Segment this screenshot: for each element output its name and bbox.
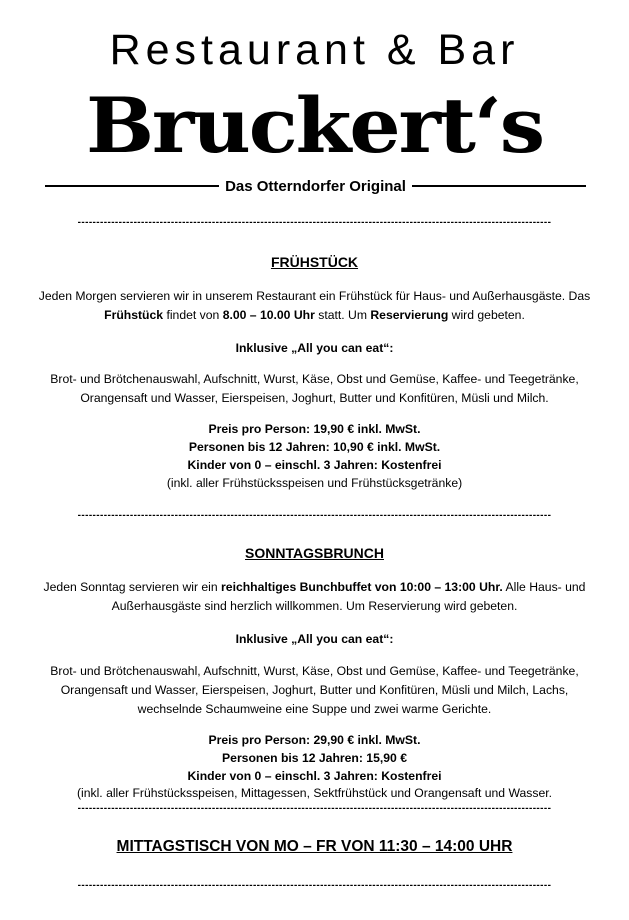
brunch-price-adult: Preis pro Person: 29,90 € inkl. MwSt. bbox=[208, 733, 421, 747]
intro-text: wird gebeten. bbox=[448, 308, 525, 322]
intro-text: findet von bbox=[163, 308, 223, 322]
tagline-left-rule bbox=[45, 185, 219, 187]
fruehstueck-intro-line2 bbox=[0, 306, 629, 326]
fruehstueck-items-line2: Orangensaft und Wasser, Eierspeisen, Joghurt, Butter und Konfitüren, Müsli und Milch. bbox=[80, 391, 549, 405]
fruehstueck-inclusive: Inklusive „All you can eat“: bbox=[235, 341, 394, 355]
tagline: Das Otterndorfer Original bbox=[225, 177, 406, 195]
section-title-fruehstueck: FRÜHSTÜCK bbox=[270, 254, 359, 270]
brunch-note: (inkl. aller Frühstücksspeisen, Mittagessen, Sektfrühstück und Orangensaft und Wasser. bbox=[76, 786, 553, 800]
brand-logo: Bruckert‘s bbox=[85, 81, 544, 170]
intro-strong-time: 8.00 – 10.00 Uhr bbox=[222, 308, 315, 322]
brunch-items-line1: Brot- und Brötchenauswahl, Aufschnitt, Wurst, Käse, Obst und Gemüse, Kaffee- und Teegetränke, bbox=[50, 664, 579, 678]
tagline-row bbox=[45, 176, 586, 196]
intro-text: statt. Um bbox=[314, 308, 371, 322]
header-subtitle: Restaurant & Bar bbox=[109, 26, 520, 74]
brunch-price-infant: Kinder von 0 – einschl. 3 Jahren: Kostenfrei bbox=[187, 769, 442, 783]
fruehstueck-items-line1: Brot- und Brötchenauswahl, Aufschnitt, Wurst, Käse, Obst und Gemüse, Kaffee- und Teegetränke, bbox=[50, 372, 579, 386]
fruehstueck-price-child: Personen bis 12 Jahren: 10,90 € inkl. MwSt. bbox=[188, 440, 441, 454]
section-divider: ------------------------------------------------------------------------------------------------------------------------------- bbox=[77, 880, 552, 891]
tagline-right-rule bbox=[412, 185, 586, 187]
fruehstueck-intro-line1: Jeden Morgen servieren wir in unserem Restaurant ein Frühstück für Haus- und Außerhausgäste. Das bbox=[38, 289, 591, 303]
intro-strong-breakfast: Frühstück bbox=[104, 308, 164, 322]
brunch-items-line3: wechselnde Schaumweine eine Suppe und zwei warme Gerichte. bbox=[137, 702, 492, 716]
section-title-mittagstisch: MITTAGSTISCH VON MO – FR VON 11:30 – 14:00 UHR bbox=[116, 838, 513, 855]
brunch-inclusive: Inklusive „All you can eat“: bbox=[235, 632, 394, 646]
section-divider: ------------------------------------------------------------------------------------------------------------------------------- bbox=[77, 510, 552, 521]
fruehstueck-price-infant: Kinder von 0 – einschl. 3 Jahren: Kostenfrei bbox=[187, 458, 442, 472]
brunch-items-line2: Orangensaft und Wasser, Eierspeisen, Joghurt, Butter und Konfitüren, Müsli und Milch, Lachs, bbox=[60, 683, 569, 697]
brunch-intro-line2: Außerhausgäste sind herzlich willkommen. Um Reservierung wird gebeten. bbox=[111, 599, 518, 613]
intro-text: Jeden Sonntag servieren wir ein bbox=[43, 580, 222, 594]
brunch-price-child: Personen bis 12 Jahren: 15,90 € bbox=[222, 751, 407, 765]
section-divider: ------------------------------------------------------------------------------------------------------------------------------- bbox=[77, 217, 552, 228]
section-title-brunch: SONNTAGSBRUNCH bbox=[245, 545, 384, 561]
brunch-intro-line1 bbox=[0, 578, 629, 598]
fruehstueck-price-adult: Preis pro Person: 19,90 € inkl. MwSt. bbox=[208, 422, 421, 436]
fruehstueck-note: (inkl. aller Frühstücksspeisen und Frühstücksgetränke) bbox=[166, 476, 463, 490]
section-divider: ------------------------------------------------------------------------------------------------------------------------------- bbox=[77, 803, 552, 814]
intro-strong-reservation: Reservierung bbox=[370, 308, 449, 322]
intro-text: Alle Haus- und bbox=[502, 580, 586, 594]
intro-strong-buffet: reichhaltiges Bunchbuffet von 10:00 – 13:00 Uhr. bbox=[221, 580, 503, 594]
